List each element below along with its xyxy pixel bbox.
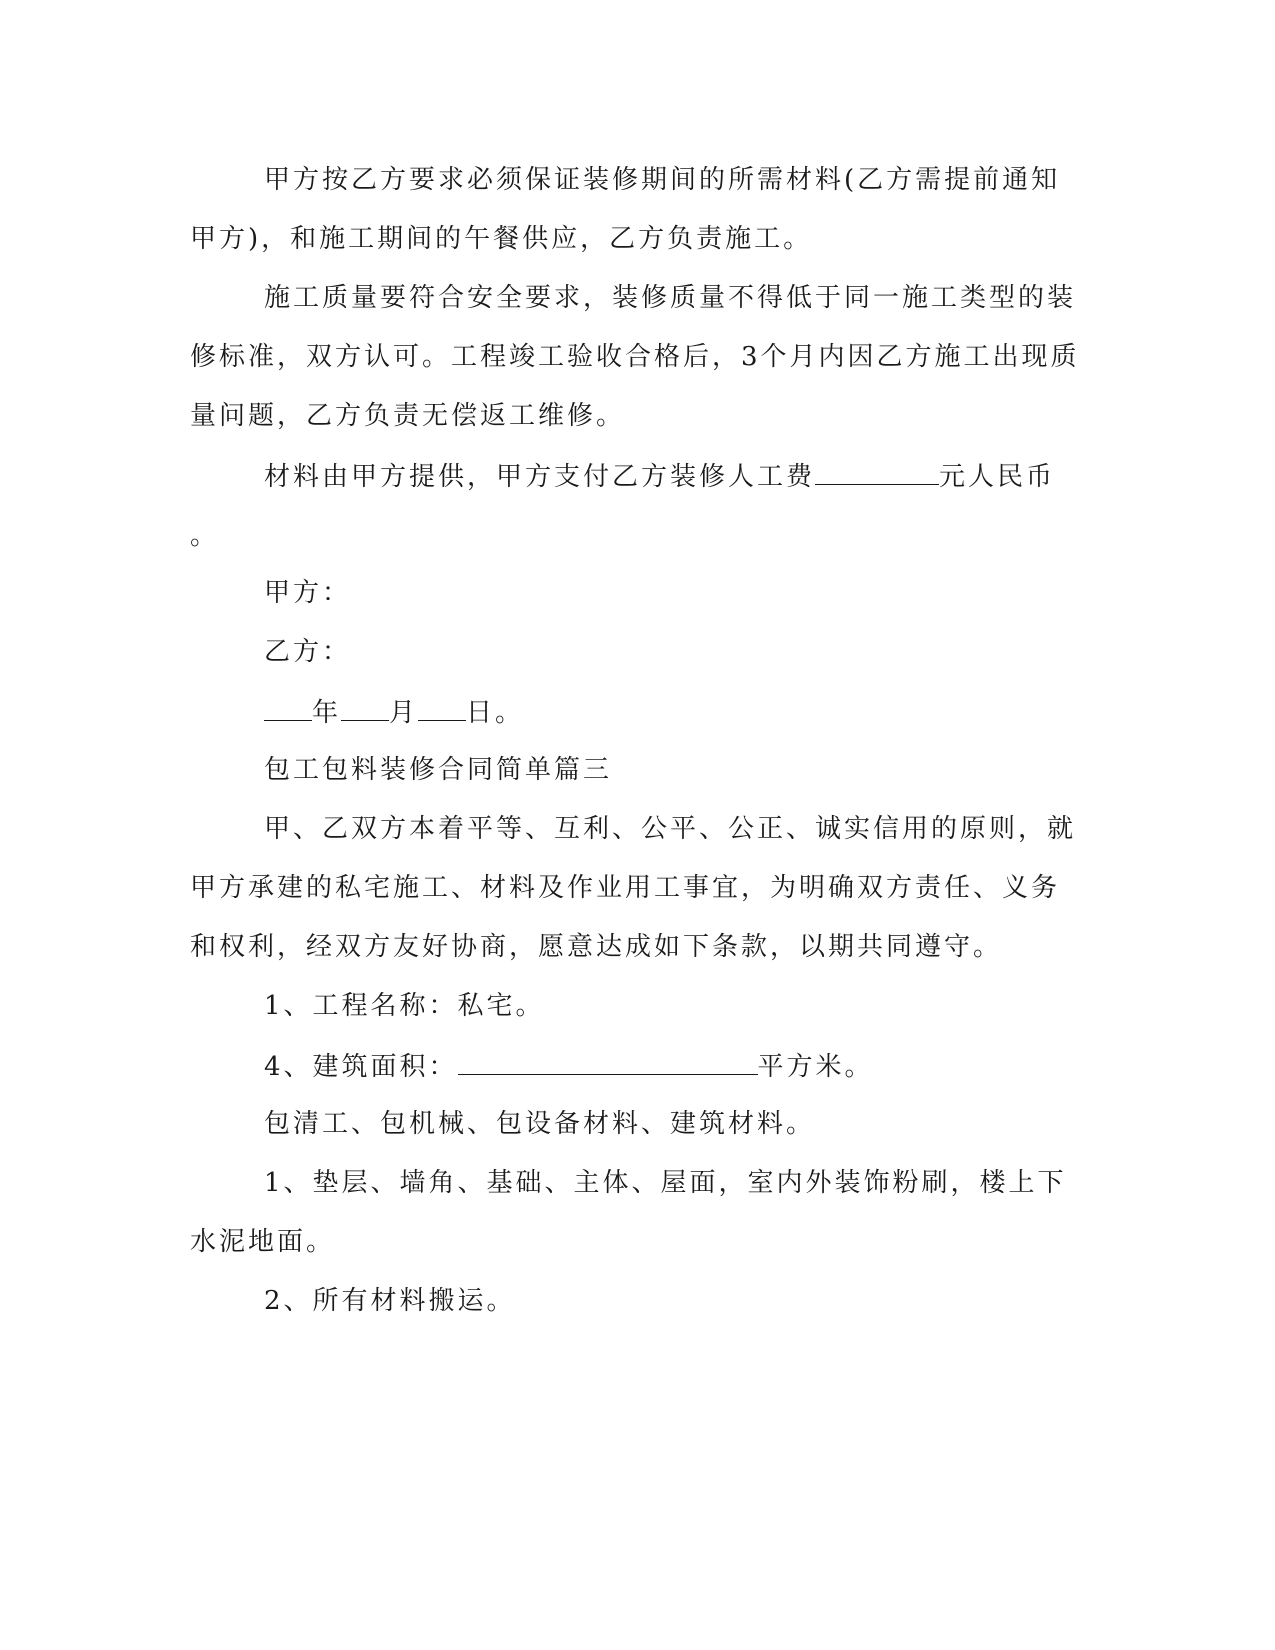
paragraph-labor-fee: 材料由甲方提供，甲方支付乙方装修人工费 元人民币 bbox=[264, 458, 1055, 494]
paragraph-preamble-line3: 和权利，经双方友好协商，愿意达成如下条款，以期共同遵守。 bbox=[190, 932, 1003, 962]
section-title: 包工包料装修合同简单篇三 bbox=[264, 755, 613, 785]
clause-works-line1: 1、垫层、墙角、基础、主体、屋面，室内外装饰粉刷，楼上下 bbox=[264, 1168, 1067, 1198]
paragraph-preamble-line2: 甲方承建的私宅施工、材料及作业用工事宜，为明确双方责任、义务 bbox=[190, 873, 1061, 903]
fee-blank-line bbox=[815, 458, 939, 485]
paragraph-labor-fee-end: 。 bbox=[190, 521, 220, 551]
signature-party-a: 甲方： bbox=[264, 578, 352, 608]
paragraph-quality-line1: 施工质量要符合安全要求，装修质量不得低于同一施工类型的装 bbox=[264, 283, 1077, 313]
month-blank-line bbox=[341, 694, 389, 721]
day-blank-line bbox=[418, 694, 466, 721]
year-blank-line bbox=[264, 694, 312, 721]
signature-party-b: 乙方： bbox=[264, 637, 352, 667]
paragraph-quality-line2: 修标准，双方认可。工程竣工验收合格后，3个月内因乙方施工出现质 bbox=[190, 342, 1080, 372]
clause-building-area: 4、建筑面积： 平方米。 bbox=[264, 1048, 874, 1084]
paragraph-materials-line1: 甲方按乙方要求必须保证装修期间的所需材料(乙方需提前通知 bbox=[264, 165, 1061, 195]
signature-date: 年 月 日。 bbox=[264, 694, 524, 730]
paragraph-quality-line3: 量问题，乙方负责无偿返工维修。 bbox=[190, 401, 626, 431]
clause-material-transport: 2、所有材料搬运。 bbox=[264, 1286, 516, 1316]
area-blank-line bbox=[458, 1048, 758, 1075]
paragraph-preamble-line1: 甲、乙双方本着平等、互利、公平、公正、诚实信用的原则，就 bbox=[264, 814, 1077, 844]
clause-contract-scope: 包清工、包机械、包设备材料、建筑材料。 bbox=[264, 1109, 816, 1139]
clause-project-name: 1、工程名称：私宅。 bbox=[264, 991, 545, 1021]
paragraph-materials-line2: 甲方)，和施工期间的午餐供应，乙方负责施工。 bbox=[190, 224, 813, 254]
clause-works-line2: 水泥地面。 bbox=[190, 1227, 336, 1257]
